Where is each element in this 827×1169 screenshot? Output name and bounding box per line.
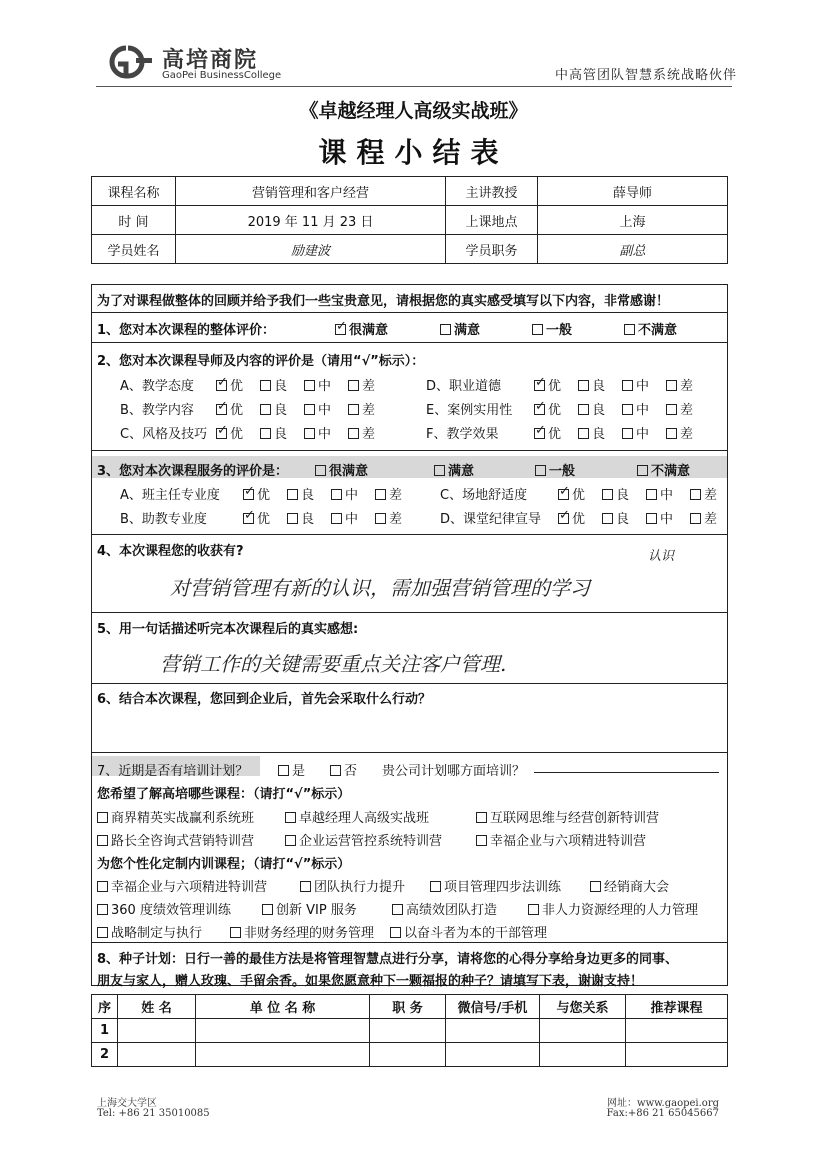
q2-grade-option[interactable]: 中 [304, 423, 331, 442]
checkbox-icon[interactable] [532, 324, 543, 335]
table-row [92, 1019, 728, 1043]
checkbox-icon[interactable] [331, 489, 342, 500]
checkbox-icon[interactable] [440, 324, 451, 335]
q3-grade-option[interactable]: 中 [331, 484, 358, 503]
q3-option-unsatisfied[interactable]: 不满意 [637, 460, 690, 479]
course-option[interactable]: 经销商大会 [590, 876, 669, 895]
checkbox-icon[interactable] [666, 428, 677, 439]
course-info-table [91, 176, 728, 264]
q7-question: 7、近期是否有培训计划？ [97, 764, 249, 779]
checkbox-icon[interactable] [666, 380, 677, 391]
course-name-value: 营销管理和客户经营 [176, 177, 446, 206]
checkbox-icon[interactable] [476, 835, 487, 846]
course-option[interactable]: 以奋斗者为本的干部管理 [390, 922, 547, 941]
q7-plan-input[interactable] [534, 772, 719, 773]
checkbox-icon[interactable] [637, 465, 648, 476]
checkbox-icon[interactable] [348, 404, 359, 415]
lecturer-label: 主讲教授 [446, 177, 538, 206]
checkbox-icon[interactable] [590, 881, 601, 892]
course-option[interactable]: 项目管理四步法训练 [430, 876, 561, 895]
checkbox-icon[interactable] [285, 835, 296, 846]
checkbox-icon[interactable] [260, 404, 271, 415]
divider [91, 312, 728, 313]
q7-option-yes[interactable]: 是 [278, 760, 305, 779]
checkbox-icon[interactable] [476, 812, 487, 823]
col-name: 姓 名 [118, 995, 196, 1019]
checkbox-icon[interactable] [624, 324, 635, 335]
form-title: 课程小结表 [318, 136, 509, 169]
checkbox-icon[interactable] [578, 404, 589, 415]
q3-grade-option[interactable]: 中 [646, 508, 673, 527]
logo-text: 高培商院 [162, 48, 259, 73]
q2-grade-option[interactable]: 良 [260, 399, 287, 418]
row-index: 2 [92, 1043, 118, 1067]
q3-grade-option[interactable]: 差 [690, 508, 717, 527]
checkbox-icon[interactable] [97, 835, 108, 846]
col-course: 推荐课程 [626, 995, 728, 1019]
q4-handwritten-answer[interactable]: 对营销管理有新的认识，需加强营销管理的学习 [170, 576, 590, 600]
course-title: 《卓越经理人高级实战班》 [299, 100, 528, 122]
checkbox-icon[interactable] [97, 904, 108, 915]
row-index: 1 [92, 1019, 118, 1043]
checkbox-checked-icon[interactable] [534, 380, 545, 391]
checkbox-checked-icon[interactable] [216, 428, 227, 439]
checkbox-checked-icon[interactable] [534, 428, 545, 439]
q5-question: 5、用一句话描述听完本次课程后的真实感想: [97, 622, 359, 637]
q7-sub1: 您希望了解高培哪些课程：（请打“√”标示） [97, 787, 351, 802]
checkbox-icon[interactable] [390, 927, 401, 938]
checkbox-icon[interactable] [331, 513, 342, 524]
q2-grade-option[interactable]: 差 [666, 399, 693, 418]
divider [91, 683, 728, 684]
checkbox-icon[interactable] [666, 404, 677, 415]
cell-input[interactable] [446, 1019, 540, 1043]
course-option[interactable]: 幸福企业与六项精进特训营 [97, 876, 267, 895]
q3-criterion-right: D、课堂纪律宣导 [440, 512, 542, 527]
checkbox-icon[interactable] [260, 428, 271, 439]
col-wechat: 微信号/手机 [446, 995, 540, 1019]
q3-grade-option[interactable]: 差 [690, 484, 717, 503]
student-title-value[interactable]: 副总 [538, 235, 728, 264]
cell-input[interactable] [446, 1043, 540, 1067]
q2-grade-option[interactable]: 中 [304, 399, 331, 418]
checkbox-icon[interactable] [690, 489, 701, 500]
q3-option-very-satisfied[interactable]: 很满意 [315, 460, 368, 479]
checkbox-icon[interactable] [646, 513, 657, 524]
q2-grade-option[interactable]: 良 [260, 375, 287, 394]
student-name-label: 学员姓名 [92, 235, 176, 264]
q2-grade-option[interactable]: 差 [348, 399, 375, 418]
course-option[interactable]: 团队执行力提升 [300, 876, 405, 895]
col-index: 序 [92, 995, 118, 1019]
checkbox-checked-icon[interactable] [335, 324, 346, 335]
checkbox-checked-icon[interactable] [216, 380, 227, 391]
checkbox-icon[interactable] [97, 812, 108, 823]
cell-input[interactable] [118, 1043, 196, 1067]
footer-website[interactable]: 网址：www.gaopei.org [607, 1098, 719, 1109]
q4-question: 4、本次课程您的收获有? [97, 544, 244, 559]
checkbox-icon[interactable] [602, 513, 613, 524]
header-divider [96, 86, 732, 87]
q3-grade-option[interactable]: ✓ 优 [558, 508, 585, 527]
course-option[interactable]: 互联网思维与经营创新特训营 [476, 807, 659, 826]
checkbox-icon[interactable] [300, 881, 311, 892]
checkbox-checked-icon[interactable] [558, 513, 569, 524]
q2-criterion-right: D、职业道德 [426, 379, 502, 394]
checkbox-icon[interactable] [278, 765, 289, 776]
time-label: 时 间 [92, 206, 176, 235]
checkbox-icon[interactable] [528, 904, 539, 915]
q3-grade-option[interactable]: ✓ 优 [558, 484, 585, 503]
q2-criterion-left: C、风格及技巧 [120, 427, 208, 442]
q3-grade-option[interactable]: ✓优 [243, 484, 270, 503]
checkbox-icon[interactable] [304, 380, 315, 391]
checkbox-icon[interactable] [690, 513, 701, 524]
divider [91, 612, 728, 613]
checkbox-icon[interactable] [97, 881, 108, 892]
q3-criterion-left: A、班主任专业度 [120, 488, 220, 503]
q2-grade-option[interactable]: 差 [348, 423, 375, 442]
q7-sub2: 为您个性化定制内训课程；（请打“√”标示） [97, 857, 351, 872]
checkbox-icon[interactable] [578, 380, 589, 391]
divider [91, 942, 728, 943]
q3-question: 3、您对本次课程服务的评价是： [97, 464, 289, 479]
course-option[interactable]: 卓越经理人高级实战班 [285, 807, 429, 826]
tagline: 中高管团队智慧系统战略伙伴 [554, 68, 737, 83]
checkbox-icon[interactable] [375, 513, 386, 524]
cell-input[interactable] [540, 1019, 626, 1043]
q2-grade-option[interactable]: 良 [578, 375, 605, 394]
q8-line2: 朋友与家人，赠人玫瑰、手留余香。如果您愿意种下一颗福报的种子？请填写下表，谢谢支持！ [97, 974, 644, 989]
checkbox-icon[interactable] [430, 881, 441, 892]
q2-criterion-right: F、教学效果 [426, 427, 499, 442]
venue-value: 上海 [538, 206, 728, 235]
divider [91, 342, 728, 343]
cell-input[interactable] [626, 1019, 728, 1043]
q2-grade-option[interactable]: 良 [578, 423, 605, 442]
course-option[interactable]: 商界精英实战赢利系统班 [97, 807, 254, 826]
q7-plan-question: 贵公司计划哪方面培训？ [382, 764, 526, 779]
checkbox-icon[interactable] [285, 812, 296, 823]
q2-grade-option[interactable]: ✓优 [216, 399, 243, 418]
q6-question: 6、结合本次课程，您回到企业后，首先会采取什么行动？ [97, 692, 432, 707]
q2-grade-option[interactable]: 良 [260, 423, 287, 442]
cell-input[interactable] [118, 1019, 196, 1043]
time-value: 2019 年 11 月 23 日 [176, 206, 446, 235]
col-relation: 与您关系 [540, 995, 626, 1019]
q3-grade-option[interactable]: 中 [331, 508, 358, 527]
q2-grade-option[interactable]: ✓ 优 [534, 399, 561, 418]
q2-grade-option[interactable]: 差 [348, 375, 375, 394]
q3-option-average[interactable]: 一般 [535, 460, 575, 479]
cell-input[interactable] [196, 1019, 370, 1043]
cell-input[interactable] [196, 1043, 370, 1067]
checkbox-icon[interactable] [602, 489, 613, 500]
q2-criterion-left: B、教学内容 [120, 403, 194, 418]
checkbox-icon[interactable] [622, 404, 633, 415]
q3-option-satisfied[interactable]: 满意 [434, 460, 474, 479]
q3-grade-option[interactable]: 良 [287, 508, 314, 527]
q3-criterion-left: B、助教专业度 [120, 512, 207, 527]
col-company: 单 位 名 称 [196, 995, 370, 1019]
q2-grade-option[interactable]: ✓优 [216, 423, 243, 442]
q2-question: 2、您对本次课程导师及内容的评价是（请用“√”标示）： [97, 354, 425, 369]
q2-grade-option[interactable]: ✓ 优 [534, 375, 561, 394]
checkbox-icon[interactable] [262, 904, 273, 915]
q2-grade-option[interactable]: 中 [304, 375, 331, 394]
course-option[interactable]: 非财务经理的财务管理 [230, 922, 374, 941]
checkbox-icon[interactable] [230, 927, 241, 938]
checkbox-icon[interactable] [375, 489, 386, 500]
checkbox-checked-icon[interactable] [558, 489, 569, 500]
q2-grade-option[interactable]: 中 [622, 423, 649, 442]
q1-option-average[interactable]: 一般 [532, 319, 572, 338]
checkbox-icon[interactable] [260, 380, 271, 391]
q2-grade-option[interactable]: 差 [666, 375, 693, 394]
course-option[interactable]: 战略制定与执行 [97, 922, 202, 941]
lecturer-value: 薛导师 [538, 177, 728, 206]
footer-fax: Fax:+86 21 65045667 [606, 1108, 719, 1119]
q4-handwritten-note: 认识 [648, 549, 675, 564]
q1-option-satisfied[interactable]: 满意 [440, 319, 480, 338]
course-option[interactable]: 幸福企业与六项精进特训营 [476, 830, 646, 849]
q2-criterion-left: A、教学态度 [120, 379, 194, 394]
cell-input[interactable] [370, 1019, 446, 1043]
logo-english: GaoPei BusinessCollege [162, 70, 282, 81]
q3-grade-option[interactable]: ✓优 [243, 508, 270, 527]
q1-option-unsatisfied[interactable]: 不满意 [624, 319, 677, 338]
q2-criterion-right: E、案例实用性 [426, 403, 513, 418]
table-row [92, 1043, 728, 1067]
course-name-label: 课程名称 [92, 177, 176, 206]
gaopei-logo-icon [98, 44, 156, 80]
venue-label: 上课地点 [446, 206, 538, 235]
checkbox-checked-icon[interactable] [534, 404, 545, 415]
checkbox-icon[interactable] [578, 428, 589, 439]
q3-criterion-right: C、场地舒适度 [440, 488, 528, 503]
divider [91, 450, 728, 451]
footer-tel: Tel: +86 21 35010085 [97, 1108, 210, 1119]
cell-input[interactable] [540, 1043, 626, 1067]
q2-grade-option[interactable]: 中 [622, 399, 649, 418]
referral-table [91, 994, 728, 1067]
checkbox-icon[interactable] [622, 380, 633, 391]
q5-handwritten-answer[interactable]: 营销工作的关键需要重点关注客户管理. [160, 652, 507, 676]
checkbox-checked-icon[interactable] [243, 489, 254, 500]
q2-grade-option[interactable]: 差 [666, 423, 693, 442]
q8-line1: 8、种子计划：日行一善的最佳方法是将管理智慧点进行分享，请将您的心得分享给身边更多的同事、 [97, 952, 679, 967]
course-option[interactable]: 非人力资源经理的人力管理 [528, 899, 698, 918]
divider [91, 752, 728, 753]
intro-text: 为了对课程做整体的回顾并给予我们一些宝贵意见，请根据您的真实感受填写以下内容，非常感谢！ [97, 294, 670, 309]
checkbox-icon[interactable] [304, 428, 315, 439]
checkbox-checked-icon[interactable] [243, 513, 254, 524]
q1-question: 1、您对本次课程的整体评价： [97, 323, 276, 338]
student-name-value[interactable]: 励建波 [176, 235, 446, 264]
checkbox-icon[interactable] [348, 380, 359, 391]
footer-campus: 上海交大学区 [97, 1098, 157, 1109]
checkbox-icon[interactable] [304, 404, 315, 415]
checkbox-checked-icon[interactable] [216, 404, 227, 415]
q3-grade-option[interactable]: 差 [375, 508, 402, 527]
checkbox-icon[interactable] [330, 765, 341, 776]
checkbox-icon[interactable] [287, 513, 298, 524]
checkbox-icon[interactable] [97, 927, 108, 938]
q2-grade-option[interactable]: 良 [578, 399, 605, 418]
cell-input[interactable] [626, 1043, 728, 1067]
q7-option-no[interactable]: 否 [330, 760, 357, 779]
checkbox-icon[interactable] [434, 465, 445, 476]
q3-grade-option[interactable]: 差 [375, 484, 402, 503]
student-title-label: 学员职务 [446, 235, 538, 264]
divider [91, 534, 728, 535]
checkbox-icon[interactable] [622, 428, 633, 439]
checkbox-icon[interactable] [348, 428, 359, 439]
q2-grade-option[interactable]: ✓ 优 [534, 423, 561, 442]
q3-grade-option[interactable]: 中 [646, 484, 673, 503]
course-option[interactable]: 企业运营管控系统特训营 [285, 830, 442, 849]
q3-grade-option[interactable]: 良 [602, 508, 629, 527]
cell-input[interactable] [370, 1043, 446, 1067]
checkbox-icon[interactable] [646, 489, 657, 500]
checkbox-icon[interactable] [535, 465, 546, 476]
course-option[interactable]: 高绩效团队打造 [392, 899, 497, 918]
checkbox-icon[interactable] [392, 904, 403, 915]
course-option[interactable]: 360 度绩效管理训练 [97, 899, 231, 918]
checkbox-icon[interactable] [287, 489, 298, 500]
course-option[interactable]: 创新 VIP 服务 [262, 899, 357, 918]
checkbox-icon[interactable] [315, 465, 326, 476]
q1-option-very-satisfied[interactable]: ✓ 很满意 [335, 319, 388, 338]
col-position: 职 务 [370, 995, 446, 1019]
q3-grade-option[interactable]: 良 [287, 484, 314, 503]
q3-grade-option[interactable]: 良 [602, 484, 629, 503]
q2-grade-option[interactable]: ✓优 [216, 375, 243, 394]
q2-grade-option[interactable]: 中 [622, 375, 649, 394]
referral-header-row [92, 995, 728, 1019]
course-option[interactable]: 路长全咨询式营销特训营 [97, 830, 254, 849]
